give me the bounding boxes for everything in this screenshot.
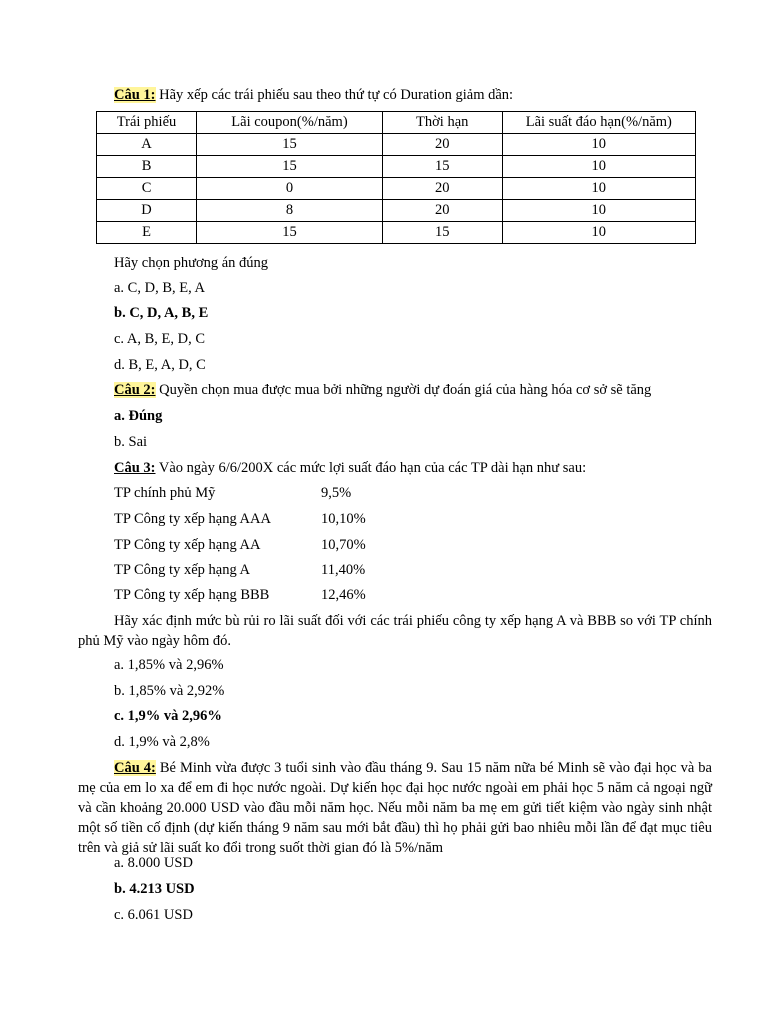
q4-text: Bé Minh vừa được 3 tuổi sinh vào đầu tháng 9. Sau 15 năm nữa bé Minh sẽ vào đại học và ba mẹ của em lo xa để em đi học nước ngoài. Dự kiến học đại học nước ngoài em phải học 5 năm cả ngoại ngữ và cần khoảng 20.000 USD vào đầu mỗi năm học. Nếu mỗi năm ba mẹ em gửi tiết kiệm vào ngày sinh nhật một số tiền cố định (dự kiến tháng 9 năm sau mới bắt đầu) thì họ phải gửi bao nhiêu mỗi lần để đạt mục tiêu trên và giả sử lãi suất ko đổi trong suốt thời gian đó là 5%/năm [78, 760, 712, 856]
table-cell: A [97, 134, 197, 156]
table-cell: 15 [382, 156, 502, 178]
table-cell: B [97, 156, 197, 178]
table-cell: E [97, 222, 197, 244]
q3-label: Câu 3: [114, 460, 156, 476]
table-row [97, 178, 696, 200]
rate-name: TP chính phủ Mỹ [114, 485, 216, 501]
q4-option-a: a. 8.000 USD [114, 855, 193, 871]
q2-heading [114, 381, 651, 399]
table-cell: C [97, 178, 197, 200]
q1-prompt: Hãy chọn phương án đúng [114, 255, 269, 271]
table-cell: 0 [197, 178, 383, 200]
q3-option-a: a. 1,85% và 2,96% [114, 657, 224, 673]
table-cell: 15 [197, 134, 383, 156]
rate-name: TP Công ty xếp hạng AAA [114, 511, 271, 527]
table-cell: 10 [502, 200, 695, 222]
q2-text: Quyền chọn mua được mua bởi những người dự đoán giá của hàng hóa cơ sở sẽ tăng [159, 382, 652, 398]
q1-option-c: c. A, B, E, D, C [114, 331, 206, 347]
table-cell: 10 [502, 178, 695, 200]
q1-option-a: a. C, D, B, E, A [114, 280, 206, 296]
table-cell: 10 [502, 222, 695, 244]
q4-paragraph [78, 758, 712, 858]
table-header-cell: Thời hạn [382, 112, 502, 134]
table-cell: 20 [382, 134, 502, 156]
rate-value: 11,40% [321, 562, 366, 578]
table-row [97, 134, 696, 156]
table-cell: 15 [197, 222, 383, 244]
q1-option-b: b. C, D, A, B, E [114, 305, 209, 321]
table-row [97, 222, 696, 244]
q3-question: Hãy xác định mức bù rủi ro lãi suất đối với các trái phiếu công ty xếp hạng A và BBB so với TP chính phủ Mỹ vào ngày hôm đó. [78, 613, 712, 649]
rate-value: 10,70% [321, 537, 366, 553]
table-cell: 8 [197, 200, 383, 222]
table-header-cell: Trái phiếu [97, 112, 197, 134]
rate-value: 12,46% [321, 587, 366, 603]
q1-option-d: d. B, E, A, D, C [114, 357, 206, 373]
q3-option-c: c. 1,9% và 2,96% [114, 708, 222, 724]
table-header-row [97, 112, 696, 134]
q2-option-b: b. Sai [114, 434, 148, 450]
q3-heading [114, 459, 586, 477]
table-cell: 20 [382, 200, 502, 222]
q4-option-c: c. 6.061 USD [114, 907, 193, 923]
q3-option-b: b. 1,85% và 2,92% [114, 683, 225, 699]
q3-text: Vào ngày 6/6/200X các mức lợi suất đáo hạn của các TP dài hạn như sau: [158, 460, 587, 476]
rate-name: TP Công ty xếp hạng AA [114, 537, 261, 553]
q3-option-d: d. 1,9% và 2,8% [114, 734, 210, 750]
table-row [97, 200, 696, 222]
bond-table [96, 111, 696, 244]
table-cell: 10 [502, 156, 695, 178]
table-cell: 15 [382, 222, 502, 244]
rate-value: 9,5% [321, 485, 352, 501]
q2-label: Câu 2: [114, 382, 156, 398]
table-header-cell: Lãi coupon(%/năm) [197, 112, 383, 134]
q4-option-b: b. 4.213 USD [114, 881, 195, 897]
q1-text: Hãy xếp các trái phiếu sau theo thứ tự có Duration giảm dần: [159, 87, 514, 103]
table-cell: 20 [382, 178, 502, 200]
table-cell: 10 [502, 134, 695, 156]
q4-label: Câu 4: [114, 760, 156, 776]
rate-value: 10,10% [321, 511, 366, 527]
q1-heading [114, 86, 513, 104]
table-row [97, 156, 696, 178]
q1-label: Câu 1: [114, 87, 156, 103]
table-cell: D [97, 200, 197, 222]
rate-name: TP Công ty xếp hạng A [114, 562, 251, 578]
table-header-cell: Lãi suất đáo hạn(%/năm) [502, 112, 695, 134]
table-cell: 15 [197, 156, 383, 178]
q2-option-a: a. Đúng [114, 408, 163, 424]
rate-name: TP Công ty xếp hạng BBB [114, 587, 270, 603]
